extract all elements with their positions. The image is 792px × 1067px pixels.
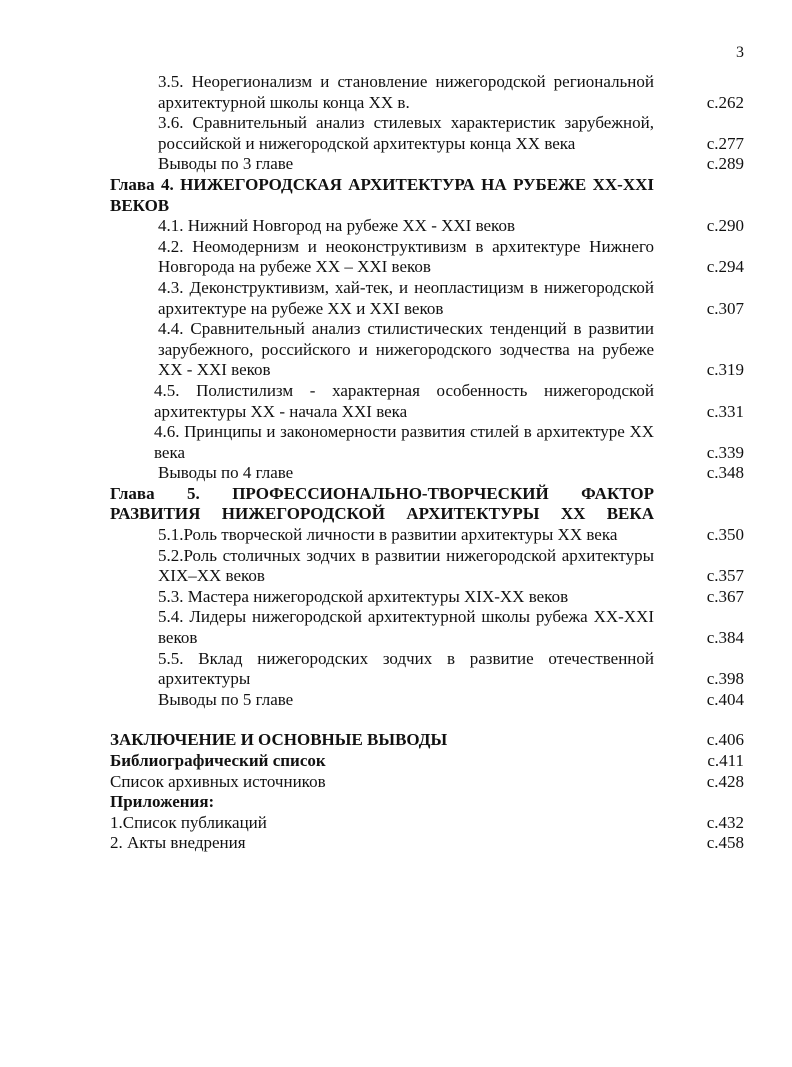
toc-entry	[0, 546, 792, 587]
toc-entry	[0, 463, 792, 484]
toc-entry-title: 4.5. Полистилизм - характерная особенность нижегородской архитектуры XX - начала XXI века	[154, 380, 654, 421]
toc-entry	[0, 216, 792, 237]
toc-entry-page: с.384	[706, 628, 744, 648]
toc-entry-page: с.277	[706, 133, 744, 153]
toc-entry	[0, 319, 792, 381]
toc-entry-page: с.262	[706, 92, 744, 112]
toc-entry-page: с.367	[706, 586, 744, 606]
toc-entry	[0, 587, 792, 608]
toc-entry-page: с.289	[706, 154, 744, 174]
toc-entry	[0, 649, 792, 690]
toc-entry	[0, 422, 792, 463]
toc-entry	[0, 72, 792, 113]
toc-entry-title: 4.1. Нижний Новгород на рубеже XX - XXI веков	[158, 216, 515, 236]
toc-entry-page: с.319	[706, 360, 744, 380]
toc-entry	[0, 813, 792, 834]
toc-entry-title: 5.1.Роль творческой личности в развитии архитектуры XX века	[158, 525, 618, 545]
toc-entry-page: с.428	[706, 771, 744, 791]
toc-entry-title: Выводы по 5 главе	[158, 689, 294, 709]
toc-entry-title: Выводы по 3 главе	[158, 154, 294, 174]
chapter-title: Глава 5. ПРОФЕССИОНАЛЬНО-ТВОРЧЕСКИЙ ФАКТОР РАЗВИТИЯ НИЖЕГОРОДСКОЙ АРХИТЕКТУРЫ XX ВЕКА	[110, 483, 654, 524]
toc-entry-page: с.406	[706, 730, 744, 750]
toc-entry-title: 5.5. Вклад нижегородских зодчих в развитие отечественной архитектуры	[158, 648, 654, 689]
toc-entry-page: с.290	[706, 216, 744, 236]
toc-entry-page: с.350	[706, 525, 744, 545]
toc-entry-title: 3.5. Неорегионализм и становление нижегородской региональной архитектурной школы конца XX в.	[158, 72, 654, 112]
toc-entry	[0, 381, 792, 422]
toc-entry	[0, 525, 792, 546]
section-gap	[0, 710, 792, 730]
toc-entry-title: 5.2.Роль столичных зодчих в развитии нижегородской архитектуры XIX–XX веков	[158, 545, 654, 586]
toc-entry-page: с.307	[706, 298, 744, 318]
toc-entry	[0, 607, 792, 648]
page-number: 3	[736, 44, 744, 61]
toc-entry	[0, 278, 792, 319]
toc-entry-page: с.432	[706, 812, 744, 832]
toc-entry-title: 4.3. Деконструктивизм, хай-тек, и неопластицизм в нижегородской архитектуре на рубеже XX и XXI веков	[158, 277, 654, 318]
table-of-contents	[0, 72, 792, 854]
toc-entry	[0, 113, 792, 154]
toc-entry-page: с.331	[706, 401, 744, 421]
toc-entry-page: с.294	[706, 257, 744, 277]
toc-entry-page: с.339	[706, 442, 744, 462]
toc-entry-page: с.357	[706, 566, 744, 586]
toc-entry-title: Библиографический список	[110, 751, 326, 770]
toc-entry-title: Приложения:	[110, 792, 215, 812]
toc-entry-page: с.458	[706, 833, 744, 853]
toc-entry-page: с.398	[706, 669, 744, 689]
toc-entry-title: 2. Акты внедрения	[110, 833, 246, 853]
toc-entry-title: 1.Список публикаций	[110, 812, 267, 832]
toc-entry	[0, 730, 792, 751]
toc-entry	[0, 154, 792, 175]
toc-entry-title: 4.4. Сравнительный анализ стилистических тенденций в развитии зарубежного, российского и нижегородского зодчества на рубеже XX - XXI веков	[158, 319, 654, 380]
toc-entry	[0, 792, 792, 813]
toc-entry-title: 5.3. Мастера нижегородской архитектуры XIX-XX веков	[158, 586, 569, 606]
toc-entry-page: с.404	[706, 689, 744, 709]
toc-entry-title: Выводы по 4 главе	[158, 463, 294, 483]
toc-entry-title: 5.4. Лидеры нижегородской архитектурной школы рубежа XX-XXI веков	[158, 607, 654, 648]
toc-entry-title: ЗАКЛЮЧЕНИЕ И ОСНОВНЫЕ ВЫВОДЫ	[110, 730, 448, 750]
toc-entry	[0, 690, 792, 711]
toc-entry-page: с.348	[706, 463, 744, 483]
toc-entry-page: с.411	[707, 751, 744, 770]
toc-entry-title: Список архивных источников	[110, 771, 326, 791]
toc-entry-title: 3.6. Сравнительный анализ стилевых характеристик зарубежной, российской и нижегородской архитектуры конца XX века	[158, 113, 654, 153]
toc-entry-title: 4.2. Неомодернизм и неоконструктивизм в архитектуре Нижнего Новгорода на рубеже XX – XXI веков	[158, 236, 654, 277]
toc-entry	[0, 833, 792, 854]
chapter-heading	[0, 484, 792, 525]
chapter-title: Глава 4. НИЖЕГОРОДСКАЯ АРХИТЕКТУРА НА РУБЕЖЕ XX-XXI ВЕКОВ	[110, 174, 654, 215]
chapter-heading	[0, 175, 792, 216]
toc-entry	[0, 751, 792, 772]
toc-entry	[0, 237, 792, 278]
toc-entry-title: 4.6. Принципы и закономерности развития стилей в архитектуре XX века	[154, 422, 654, 462]
toc-entry	[0, 772, 792, 793]
